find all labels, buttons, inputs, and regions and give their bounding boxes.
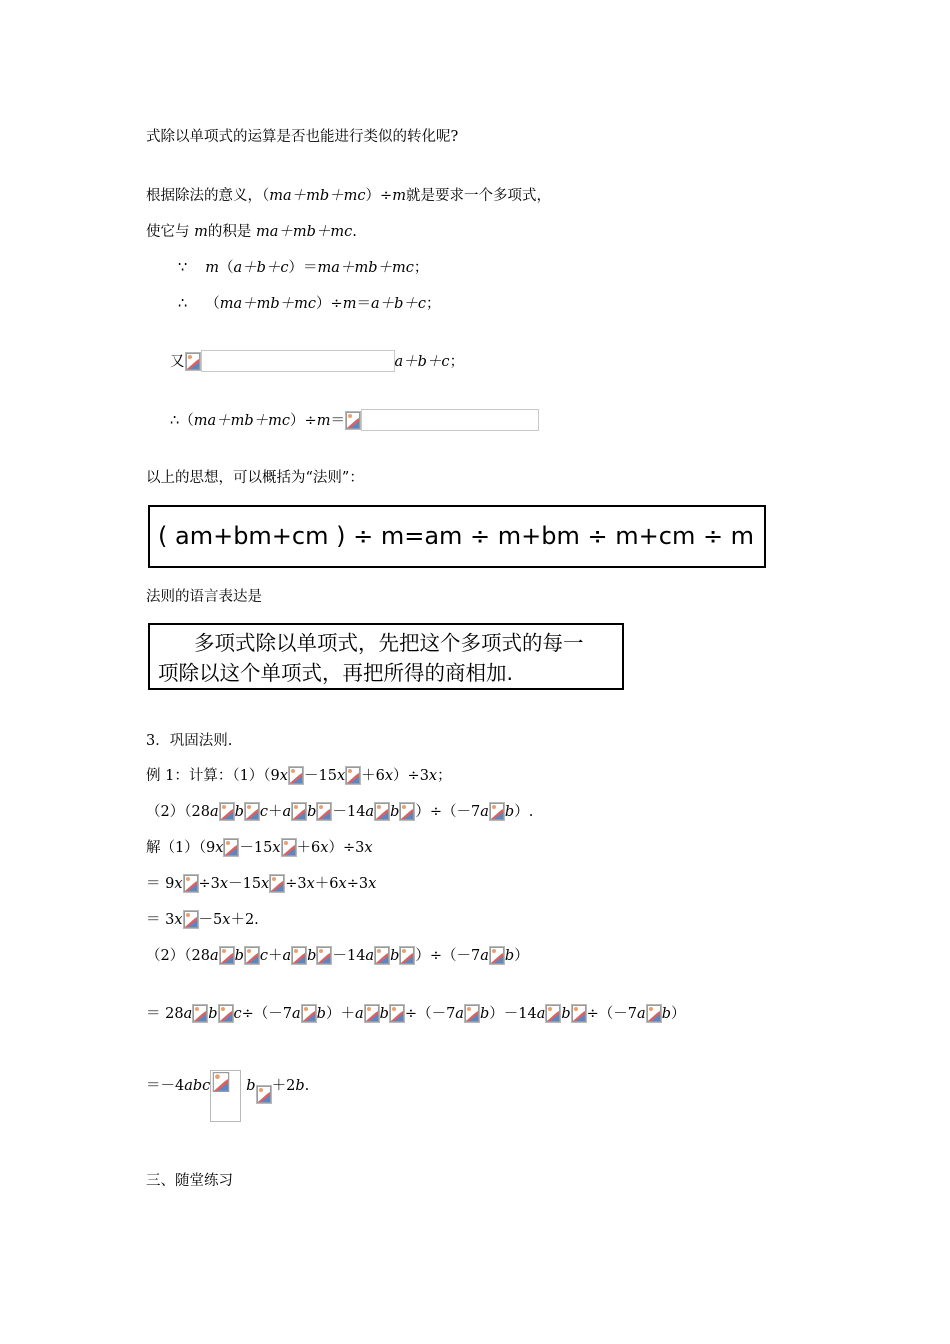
broken-image-icon — [291, 802, 307, 821]
equation-image-placeholder — [361, 409, 539, 431]
broken-image-icon — [291, 946, 307, 965]
broken-image-icon — [244, 802, 260, 821]
solution-2-result: ＝－4abc b ＋2b. — [146, 1076, 309, 1104]
broken-image-icon — [374, 802, 390, 821]
broken-image-icon — [256, 1085, 272, 1104]
example-1-part-2: （2）（28a b c＋a b －14a b ）÷（－7a b）. — [146, 804, 534, 820]
broken-image-icon — [374, 946, 390, 965]
rule-formula: ( am+bm+cm ) ÷ m=am ÷ m+bm ÷ m+cm ÷ m — [158, 522, 755, 550]
because-symbol: ∵ — [178, 260, 188, 276]
broken-image-icon — [219, 802, 235, 821]
broken-image-icon — [218, 1004, 234, 1023]
broken-image-icon — [389, 1004, 405, 1023]
broken-image-icon — [489, 946, 505, 965]
broken-image-icon — [545, 1004, 561, 1023]
broken-image-icon — [185, 352, 201, 371]
broken-image-icon — [288, 766, 304, 785]
broken-image-icon — [316, 946, 332, 965]
broken-image-icon — [223, 838, 239, 857]
broken-image-icon — [646, 1004, 662, 1023]
broken-image-icon — [219, 946, 235, 965]
solution-1-result: ＝ 3x －5x＋2. — [146, 912, 259, 928]
rule-formula-box — [148, 505, 766, 568]
broken-image-icon — [399, 946, 415, 965]
broken-image-icon — [345, 766, 361, 785]
broken-image-icon — [571, 1004, 587, 1023]
solution-2-step-1: ＝ 28a b c÷（－7a b）＋a b ÷（－7a b）－14a b ÷（－7a b） — [146, 1006, 686, 1022]
broken-image-icon — [345, 411, 361, 430]
section-three-heading: 三、随堂练习 — [146, 1173, 233, 1189]
broken-image-icon — [364, 1004, 380, 1023]
broken-image-icon — [183, 910, 199, 929]
example-1-part-1: 例 1：计算：（1）（9x －15x ＋6x）÷3x； — [146, 768, 452, 784]
rule-intro-line: 法则的语言表达是 — [146, 589, 262, 605]
therefore-symbol: ∴ — [178, 296, 188, 312]
because-line: ∵ m（a＋b＋c）＝ma＋mb＋mc； — [178, 260, 429, 276]
therefore-line: ∴ （ma＋mb＋mc）÷m＝a＋b＋c； — [178, 296, 441, 312]
broken-image-icon — [301, 1004, 317, 1023]
rule-text-line-1: 多项式除以单项式，先把这个多项式的每一 — [194, 631, 584, 655]
solution-1-line: 解（1）（9x －15x ＋6x）÷3x — [146, 840, 373, 856]
broken-image-icon — [269, 874, 285, 893]
section-3-heading: 3．巩固法则. — [146, 733, 233, 749]
equation-image-placeholder — [201, 350, 395, 372]
broken-image-icon — [192, 1004, 208, 1023]
rule-text-line-2: 项除以这个单项式，再把所得的商相加. — [158, 661, 514, 685]
solution-1-step-1: ＝ 9x ÷3x－15x ÷3x＋6x÷3x — [146, 876, 377, 892]
product-line: 使它与 m的积是 ma＋mb＋mc. — [146, 224, 357, 240]
rule-text-box — [148, 623, 624, 690]
again-line: 又 a＋b＋c； — [170, 350, 464, 372]
intro-line: 式除以单项式的运算是否也能进行类似的转化呢? — [146, 129, 459, 145]
broken-image-icon — [244, 946, 260, 965]
division-meaning-line: 根据除法的意义，（ma＋mb＋mc）÷m就是要求一个多项式， — [146, 188, 551, 204]
solution-2-line: （2）（28a b c＋a b －14a b ）÷（－7a b） — [146, 948, 529, 964]
broken-image-icon — [183, 874, 199, 893]
therefore-result-line: ∴（ma＋mb＋mc）÷m＝ — [170, 409, 539, 431]
broken-image-icon — [316, 802, 332, 821]
broken-image-icon — [464, 1004, 480, 1023]
broken-image-icon — [281, 838, 297, 857]
broken-image-icon — [489, 802, 505, 821]
broken-image-icon — [399, 802, 415, 821]
summary-line: 以上的思想，可以概括为“法则”： — [146, 470, 364, 486]
